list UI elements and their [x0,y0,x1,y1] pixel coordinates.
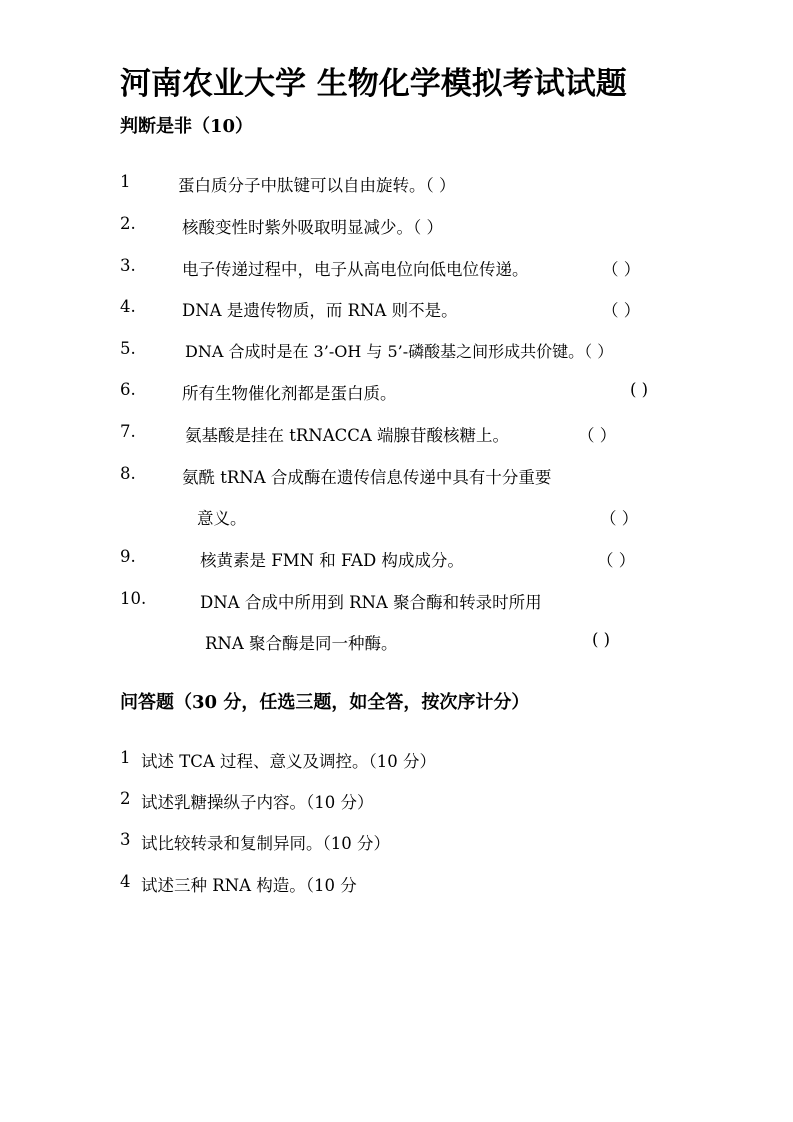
essay2-text: 试述乳糖操纵子内容。（10 分） [141,793,374,812]
essay4-text: 试述三种 RNA 构造。（10 分 [141,876,357,895]
q2-text: 核酸变性时紫外吸取明显减少。（ ） [182,218,443,237]
essay2-number: 2 [120,789,131,808]
q10-text: DNA 合成中所用到 RNA 聚合酶和转录时所用 [200,593,542,612]
q1-text: 蛋白质分子中肽键可以自由旋转。（ ） [178,176,456,195]
q5-number: 5. [120,339,136,358]
essay3-text: 试比较转录和复制异同。（10 分） [141,834,390,853]
q5-text: DNA 合成时是在 3’-OH 与 5’-磷酸基之间形成共价键。（ ） [185,342,614,361]
q8-text-continued: 意义。 [197,509,247,528]
q3-answer-paren: （ ） [602,260,641,279]
q9-text: 核黄素是 FMN 和 FAD 构成成分。 [200,551,464,570]
essay4-number: 4 [120,872,131,891]
q10-text-continued: RNA 聚合酶是同一种酶。 [205,634,398,653]
q8-answer-paren: （ ） [600,509,639,528]
q8-text: 氨酰 tRNA 合成酶在遗传信息传递中具有十分重要 [182,468,552,487]
q9-number: 9. [120,547,136,566]
q6-number: 6. [120,380,136,399]
q10-number: 10. [120,589,147,608]
q10-answer-paren: ( ) [592,630,611,649]
q7-text: 氨基酸是挂在 tRNACCA 端腺苷酸核糖上。 [185,426,510,445]
essay1-text: 试述 TCA 过程、意义及调控。（10 分） [141,752,437,771]
q3-text: 电子传递过程中，电子从高电位向低电位传递。 [182,260,529,279]
q4-answer-paren: （ ） [602,301,641,320]
q6-answer-paren: ( ) [630,380,649,399]
section2-heading: 问答题（30 分，任选三题，如全答，按次序计分） [120,692,530,713]
q1-number: 1 [120,172,131,191]
q3-number: 3. [120,256,136,275]
q4-text: DNA 是遗传物质，而 RNA 则不是。 [182,301,458,320]
essay1-number: 1 [120,748,131,767]
q4-number: 4. [120,297,136,316]
q8-number: 8. [120,464,136,483]
essay3-number: 3 [120,830,131,849]
q7-number: 7. [120,422,136,441]
q7-answer-paren: （ ） [578,426,617,445]
q2-number: 2. [120,214,136,233]
q6-text: 所有生物催化剂都是蛋白质。 [182,384,397,403]
document-title: 河南农业大学 生物化学模拟考试试题 [120,66,627,102]
section1-heading: 判断是非（10） [120,116,254,137]
q9-answer-paren: （ ） [597,551,636,570]
